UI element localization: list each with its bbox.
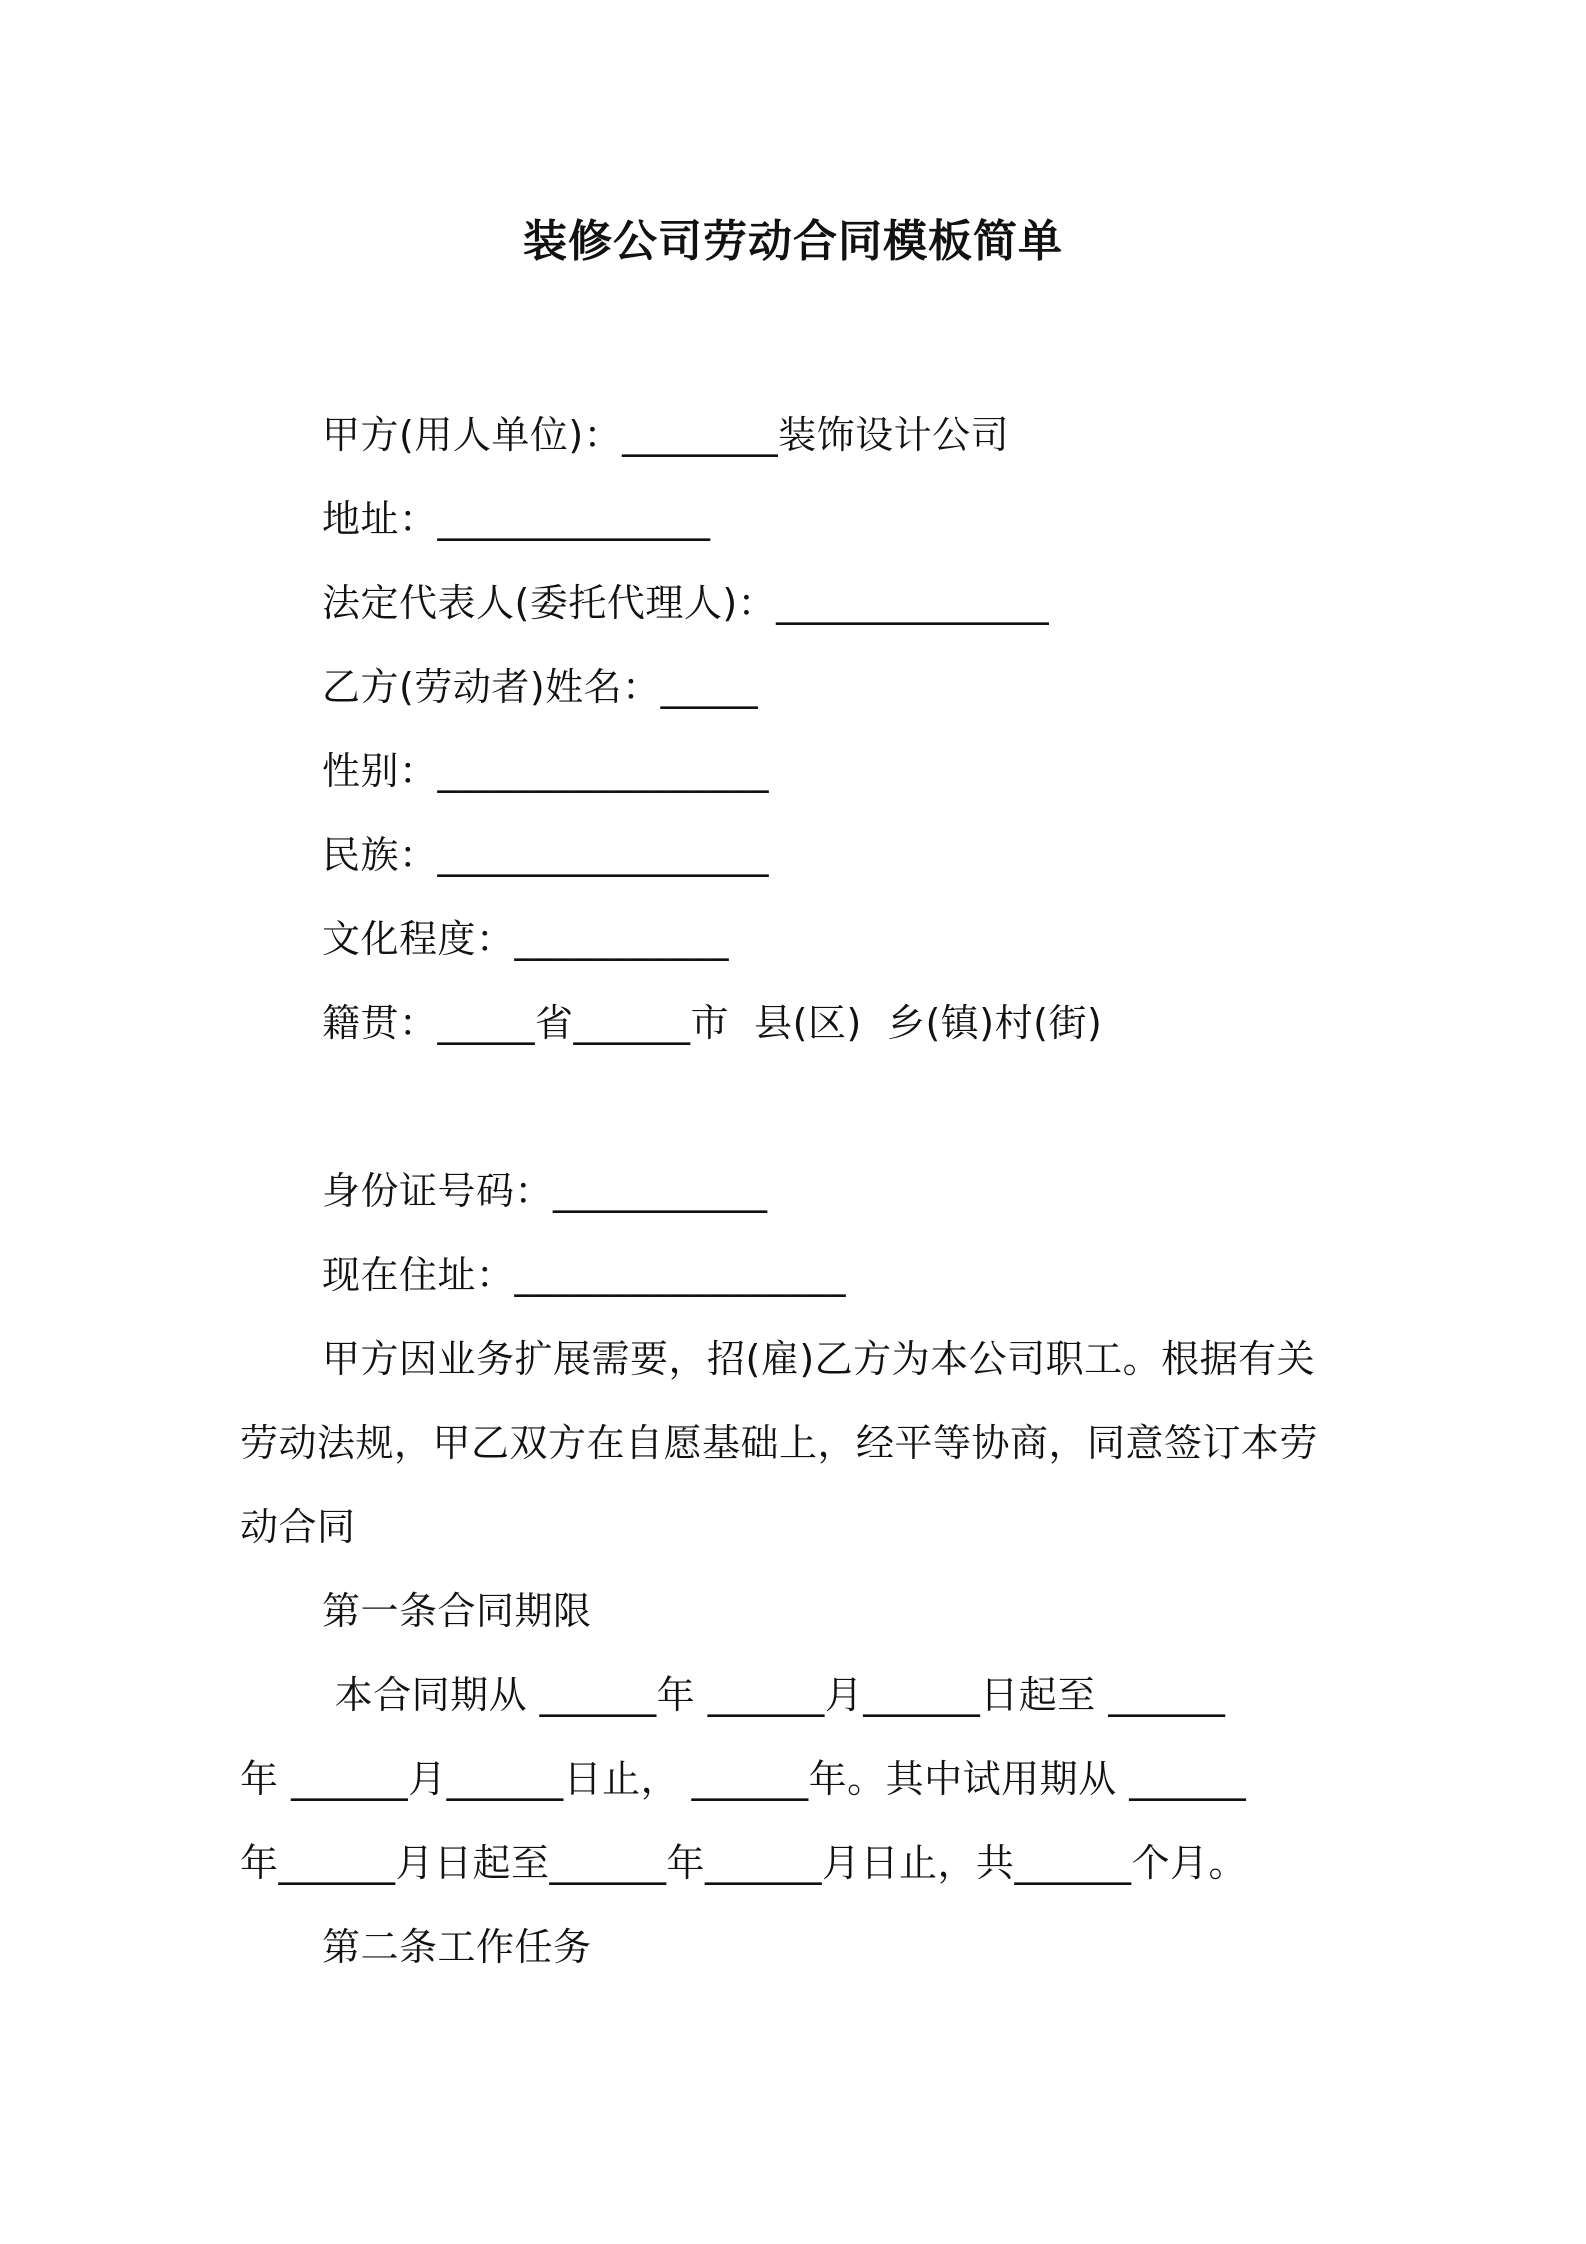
field-legal-representative: 法定代表人(委托代理人)：______________ bbox=[322, 581, 1050, 625]
article-2-heading: 第二条工作任务 bbox=[322, 1925, 592, 1969]
intro-paragraph-line: 甲方因业务扩展需要，招(雇)乙方为本公司职工。根据有关 bbox=[322, 1337, 1316, 1381]
intro-paragraph-line: 动合同 bbox=[240, 1505, 356, 1549]
article-1-line: 年 ______月______日止， ______年。其中试用期从 ______ bbox=[240, 1757, 1247, 1801]
field-current-address: 现在住址：_________________ bbox=[322, 1253, 847, 1297]
field-education: 文化程度：___________ bbox=[322, 917, 730, 961]
field-native-place: 籍贯：_____省______市 县(区) 乡(镇)村(街) bbox=[322, 1001, 1103, 1045]
field-party-b-name: 乙方(劳动者)姓名：_____ bbox=[322, 665, 759, 709]
field-party-a: 甲方(用人单位)：________装饰设计公司 bbox=[322, 413, 1010, 457]
field-id-number: 身份证号码：___________ bbox=[322, 1169, 768, 1213]
document-title: 装修公司劳动合同模板简单 bbox=[523, 216, 1063, 267]
field-ethnicity: 民族：_________________ bbox=[322, 833, 770, 877]
article-1-line: 本合同期从 ______年 ______月______日起至 ______ bbox=[322, 1673, 1226, 1717]
field-address: 地址：______________ bbox=[322, 497, 711, 541]
article-1-line: 年______月日起至______年______月日止，共______个月。 bbox=[240, 1841, 1248, 1885]
article-1-heading: 第一条合同期限 bbox=[322, 1589, 592, 1633]
intro-paragraph-line: 劳动法规，甲乙双方在自愿基础上，经平等协商，同意签订本劳 bbox=[240, 1421, 1319, 1465]
field-gender: 性别：_________________ bbox=[322, 749, 770, 793]
